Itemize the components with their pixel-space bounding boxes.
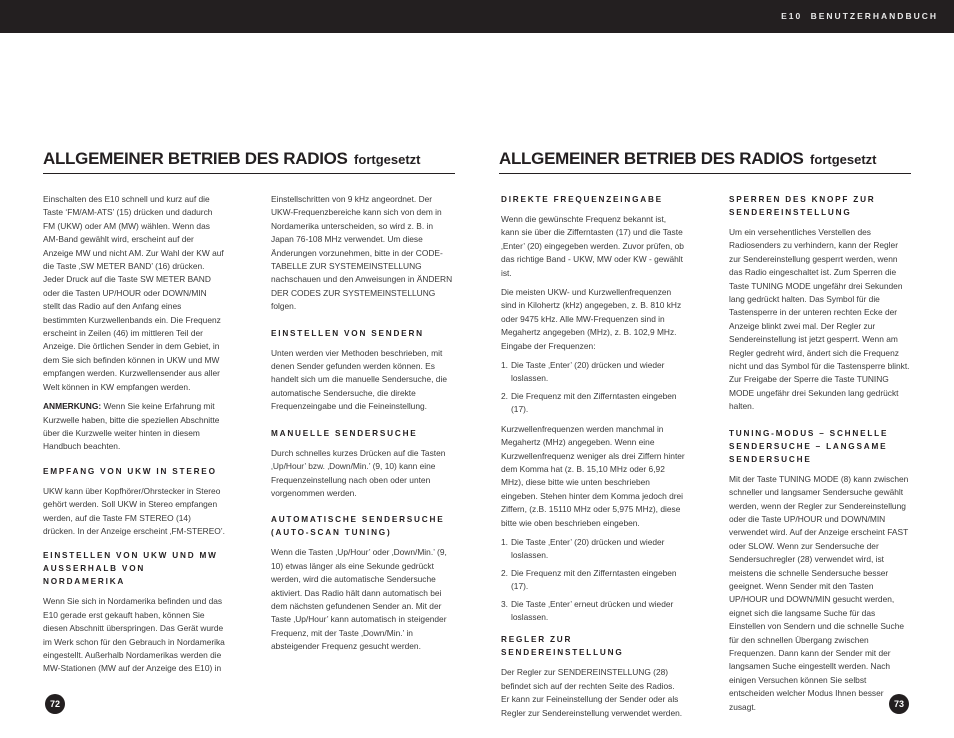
- heading-sub: fortgesetzt: [354, 152, 421, 167]
- paragraph: Wenn die Tasten ‚Up/Hour’ oder ‚Down/Min.’ (9, 10) etwas länger als eine Sekunde gedrückt werden, wird die automatische Sendersuche aktiviert. Das Radio hält dann automatisch bei dem nächsten gefundenen Sender an. Mit der Taste ‚Up/Hour’ kann automatisch in steigender Frequenz, mit der Taste ‚Down/Min.’ in absteigender Frequenz gesucht werden.: [271, 547, 447, 652]
- list-item: 2. Die Frequenz mit den Zifferntasten eingeben (17).: [501, 567, 677, 592]
- page-number-right: 73: [889, 694, 909, 714]
- paragraph: Der Regler zur SENDEREINSTELLUNG (28) befindet sich auf der rechten Seite des Radios. Er kann zur Feineinstellung der Sender oder als Regler zur Sendereinstellung verwendet werden.: [501, 667, 683, 718]
- manual-title: [781, 11, 938, 21]
- header-bar: [0, 0, 954, 33]
- section-heading: REGLER ZUR SENDEREINSTELLUNG: [501, 635, 624, 658]
- left-page-heading: [43, 149, 421, 169]
- paragraph: Einschalten des E10 schnell und kurz auf die Taste ‘FM/AM-ATS’ (15) drücken und dadurch FM (UKW) oder AM (MW) wählen. Wenn das AM-Band gewählt wird, erscheint auf der Anzeige MW und nicht AM. Zur Wahl der KW auf die Taste ‚SW METER BAND’ (16) drücken. Jeder Druck auf die Taste SW METER BAND oder die Tasten UP/HOUR oder DOWN/MIN stellt das Radio auf den Anfang eines bestimmten Kurzwellenbands ein. Die Frequenz erscheint in Zeilen (46) im mittleren Teil der Anzeige. Die örtlichen Sender in dem Gebiet, in dem Sie sich befinden können in UKW und MW empfangen werden. Kurzwellensender aus aller Welt können in KW empfangen werden.: [43, 194, 224, 392]
- model-name: E10: [781, 11, 803, 21]
- right-column-2: [729, 193, 911, 720]
- paragraph: Wenn Sie sich in Nordamerika befinden und das E10 gerade erst gekauft haben, können Sie diesen Abschnitt überspringen. Das Gerät wurde im Werk schon für den Gebrauch in Nordamerika eingestellt. Außerhalb Nordamerikas werden die MW-Stationen (MW auf der Anzeige des E10) in: [43, 596, 225, 674]
- paragraph: Durch schnelles kurzes Drücken auf die Tasten ‚Up/Hour’ bzw. ‚Down/Min.’ (9, 10) kann eine Frequenzeinstellung nach oben oder unten vorgenommen werden.: [271, 447, 446, 498]
- note: [43, 400, 225, 454]
- list-item: 1. Die Taste ‚Enter’ (20) drücken und wieder loslassen.: [501, 536, 665, 561]
- page-number-left: 72: [45, 694, 65, 714]
- section-heading: EINSTELLEN VON SENDERN: [271, 328, 424, 338]
- left-heading-rule: [43, 173, 455, 174]
- left-column-2: [271, 193, 455, 660]
- section-heading: DIREKTE FREQUENZEINGABE: [501, 195, 663, 204]
- section-heading: TUNING-MODUS – SCHNELLE SENDERSUCHE – LANGSAME SENDERSUCHE: [729, 428, 889, 464]
- manual-name: BENUTZERHANDBUCH: [810, 11, 938, 21]
- paragraph: Unten werden vier Methoden beschrieben, mit denen Sender gefunden werden können. Es handelt sich um die manuelle Sendersuche, die automatische Sendersuche, die direkte Frequenzeingabe und die Feineinstellung.: [271, 347, 447, 412]
- right-heading-rule: [499, 173, 911, 174]
- section-heading: EINSTELLEN VON UKW UND MW AUSSERHALB VON NORDAMERIKA: [43, 551, 218, 587]
- steps-list: [501, 536, 685, 624]
- note-text: Wenn Sie keine Erfahrung mit Kurzwelle haben, bitte die speziellen Abschnitte über die Kurzwelle weiter hinten in diesem Handbuch beachten.: [43, 401, 220, 452]
- paragraph: Kurzwellenfrequenzen werden manchmal in Megahertz (MHz) angegeben. Wenn eine Kurzwellenfrequenz weniger als drei Ziffern hinter dem Komma hat (z. B. 15,10 MHz oder 6,92 MHz), diese bitte wie unten beschrieben eingeben. Stehen hinter dem Komma jedoch drei Ziffern, (z.B. 15110 MHz oder 5,975 MHz), diese bitte wie oben beschrieben eingeben.: [501, 423, 685, 528]
- paragraph: Die meisten UKW- und Kurzwellenfrequenzen sind in Kilohertz (kHz) angegeben, z. B. 810 kHz oder 9475 kHz. Alle MW-Frequenzen sind in Megahertz angegeben (MHz), z. B. 102,9 MHz. Eingabe der Frequenzen:: [501, 287, 682, 351]
- section-heading: MANUELLE SENDERSUCHE: [271, 428, 418, 438]
- list-item: 2. Die Frequenz mit den Zifferntasten eingeben (17).: [501, 390, 677, 415]
- right-column-1: [501, 193, 685, 726]
- section-heading: EMPFANG VON UKW IN STEREO: [43, 466, 217, 476]
- heading-main: ALLGEMEINER BETRIEB DES RADIOS: [43, 149, 348, 168]
- paragraph: Einstellschritten von 9 kHz angeordnet. Der UKW-Frequenzbereiche kann sich von dem in Nordamerika unterscheiden, so wird z. B. in Japan 76-108 MHz verwendet. Um diese Änderungen vorzunehmen, bitte in der CODE-TABELLE ZUR SYSTEMEINSTELLUNG nachschauen und den Anweisungen in ÄNDERN DER CODES ZUR SYSTEMEINSTELLUNG folgen.: [271, 194, 453, 312]
- paragraph: Wenn die gewünschte Frequenz bekannt ist, kann sie über die Zifferntasten (17) und die Taste ‚Enter’ (20) eingegeben werden. Zuvor prüfen, ob das richtige Band - UKW, MW oder KW - gewählt ist.: [501, 214, 684, 278]
- section-heading: AUTOMATISCHE SENDERSUCHE (AUTO-SCAN TUNING): [271, 515, 445, 538]
- steps-list: [501, 359, 685, 417]
- list-item: 1. Die Taste ‚Enter’ (20) drücken und wieder loslassen.: [501, 360, 665, 384]
- note-label: ANMERKUNG:: [43, 401, 102, 412]
- right-page-heading: [499, 149, 877, 169]
- heading-sub: fortgesetzt: [810, 152, 877, 167]
- section-heading: SPERREN DES KNOPF ZUR SENDEREINSTELLUNG: [729, 195, 876, 217]
- paragraph: Mit der Taste TUNING MODE (8) kann zwischen schneller und langsamer Sendersuche gewählt werden, wenn der Regler zur Sendereinstellung oder die Taste UP/HOUR und DOWN/MIN verwendet wird. Auf der Anzeige erscheint FAST oder SLOW. Wenn zur Sendersuche der Sendersuchregler (28) verwendet wird, ist meistens die schnelle Sendersuche besser geeignet. Wenn Sender mit den Tasten UP/HOUR und DOWN/MIN gesucht werden, eignet sich die langsame Suche für das Einstellen von Sendern und die schnelle Suche für den schnellen Übergang zwischen Frequenzen. Dann kann der Sender mit der langsamen Suche eingestellt werden. Nach einigen Versuchen können Sie selbst entscheiden welcher Modus Ihnen besser zusagt.: [729, 473, 909, 712]
- paragraph: Um ein versehentliches Verstellen des Radiosenders zu verhindern, kann der Regler zur Sendereinstellung gesperrt werden, wenn das Radio eingeschaltet ist. Zum Sperren die Taste TUNING MODE ungefähr drei Sekunden lang gedrückt halten. Das Symbol für die Tastensperre in der unteren rechten Ecke der Anzeige blinkt zwei mal. Der Regler zur Sendereinstellung ist jetzt gesperrt. Wenn am Regler gedreht wird, ändert sich die Frequenz nicht und das Symbol für die Tastensperre blinkt. Zur Freigabe der Sperre die Taste TUNING MODE ungefähr drei Sekunden lang gedrückt halten.: [729, 227, 910, 412]
- paragraph: UKW kann über Kopfhörer/Ohrstecker in Stereo gehört werden. Soll UKW in Stereo empfangen werden, auf die Taste FM STEREO (14) drücken. In der Anzeige erscheint ‚FM-STEREO’.: [43, 485, 225, 536]
- list-item: 3. Die Taste ‚Enter’ erneut drücken und wieder loslassen.: [501, 598, 674, 622]
- heading-main: ALLGEMEINER BETRIEB DES RADIOS: [499, 149, 804, 168]
- left-column-1: [43, 193, 225, 682]
